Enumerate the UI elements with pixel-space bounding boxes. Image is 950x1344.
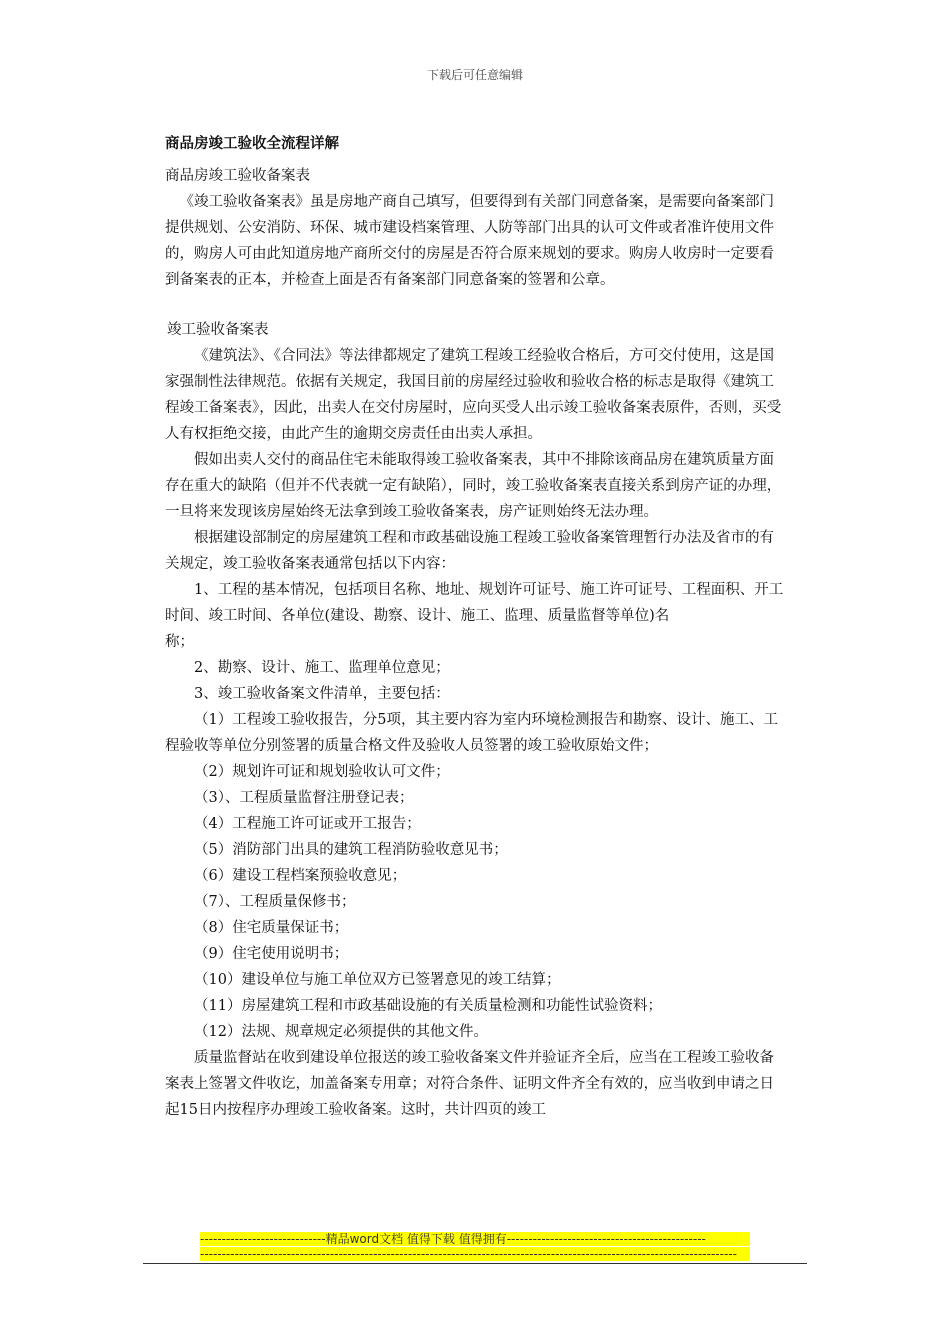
footer-divider xyxy=(143,1263,807,1264)
sub-item: （10）建设单位与施工单位双方已签署意见的竣工结算； xyxy=(194,972,561,988)
section1-heading: 商品房竣工验收备案表 xyxy=(165,168,310,184)
section2-paragraph-4: 质量监督站在收到建设单位报送的竣工验收备案文件并验证齐全后，应当在工程竣工验收备案表上签署文件收讫，加盖备案专用章；对符合条件、证明文件齐全有效的，应当收到申请之日起15日内按程序办理竣工验收备案。这时，共计四页的竣工 xyxy=(165,1050,774,1118)
list-item-2: 2、勘察、设计、施工、监理单位意见； xyxy=(194,660,450,676)
sub-item: （9）住宅使用说明书； xyxy=(194,946,349,962)
sub-item-list xyxy=(165,707,787,1045)
paragraph-gap xyxy=(165,293,787,317)
sub-item: （6）建设工程档案预验收意见； xyxy=(194,868,407,884)
list-item-1: 1、工程的基本情况，包括项目名称、地址、规划许可证号、施工许可证号、工程面积、开工时间、竣工时间、各单位(建设、勘察、设计、施工、监理、质量监督等单位)名 xyxy=(165,582,784,624)
page-header: 下载后可任意编辑 xyxy=(426,68,523,82)
section2-paragraph-1: 《建筑法》、《合同法》等法律都规定了建筑工程竣工经验收合格后，方可交付使用，这是国家强制性法律规范。依据有关规定，我国目前的房屋经过验收和验收合格的标志是取得《建筑工程竣工备案表》，因此，出卖人在交付房屋时，应向买受人出示竣工验收备案表原件，否则，买受人有权拒绝交接，由此产生的逾期交房责任由出卖人承担。 xyxy=(165,348,782,442)
sub-item: （2）规划许可证和规划验收认可文件； xyxy=(194,764,450,780)
list-item-3: 3、竣工验收备案文件清单，主要包括： xyxy=(194,686,450,702)
sub-item: （8）住宅质量保证书； xyxy=(194,920,349,936)
section1-paragraph: 《竣工验收备案表》虽是房地产商自己填写，但要得到有关部门同意备案，是需要向备案部门提供规划、公安消防、环保、城市建设档案管理、人防等部门出具的认可文件或者准许使用文件的，购房人可由此知道房地产商所交付的房屋是否符合原来规划的要求。购房人收房时一定要看到备案表的正本，并检查上面是否有备案部门同意备案的签署和公章。 xyxy=(165,194,774,288)
section2-paragraph-2: 假如出卖人交付的商品住宅未能取得竣工验收备案表，其中不排除该商品房在建筑质量方面存在重大的缺陷（但并不代表就一定有缺陷），同时，竣工验收备案表直接关系到房产证的办理，一旦将来发现该房屋始终无法拿到竣工验收备案表，房产证则始终无法办理。 xyxy=(165,452,782,520)
sub-item: （7）、工程质量保修书； xyxy=(194,894,356,910)
footer-banner-line-2: ---------------------------------------------------------------------------------------------------------------------------- xyxy=(200,1247,750,1261)
sub-item: （5）消防部门出具的建筑工程消防验收意见书； xyxy=(194,842,508,858)
sub-item: （11）房屋建筑工程和市政基础设施的有关质量检测和功能性试验资料； xyxy=(194,998,662,1014)
sub-item: （4）工程施工许可证或开工报告； xyxy=(194,816,421,832)
document-title: 商品房竣工验收全流程详解 xyxy=(165,135,339,152)
sub-item: （3）、工程质量监督注册登记表； xyxy=(194,790,414,806)
footer-banner-line-1: -----------------------------精品word文档 值得下载 值得拥有---------------------------------------------- xyxy=(200,1232,750,1246)
list-item-1-continuation: 称； xyxy=(165,634,194,650)
sub-item: （12）法规、规章规定必须提供的其他文件。 xyxy=(194,1024,488,1040)
sub-item: （1）工程竣工验收报告，分5项，其主要内容为室内环境检测报告和勘察、设计、施工、工程验收等单位分别签署的质量合格文件及验收人员签署的竣工验收原始文件； xyxy=(165,712,778,754)
document-body xyxy=(165,131,787,1123)
section2-paragraph-3: 根据建设部制定的房屋建筑工程和市政基础设施工程竣工验收备案管理暂行办法及省市的有关规定，竣工验收备案表通常包括以下内容： xyxy=(165,530,774,572)
section2-heading: 竣工验收备案表 xyxy=(167,322,269,338)
